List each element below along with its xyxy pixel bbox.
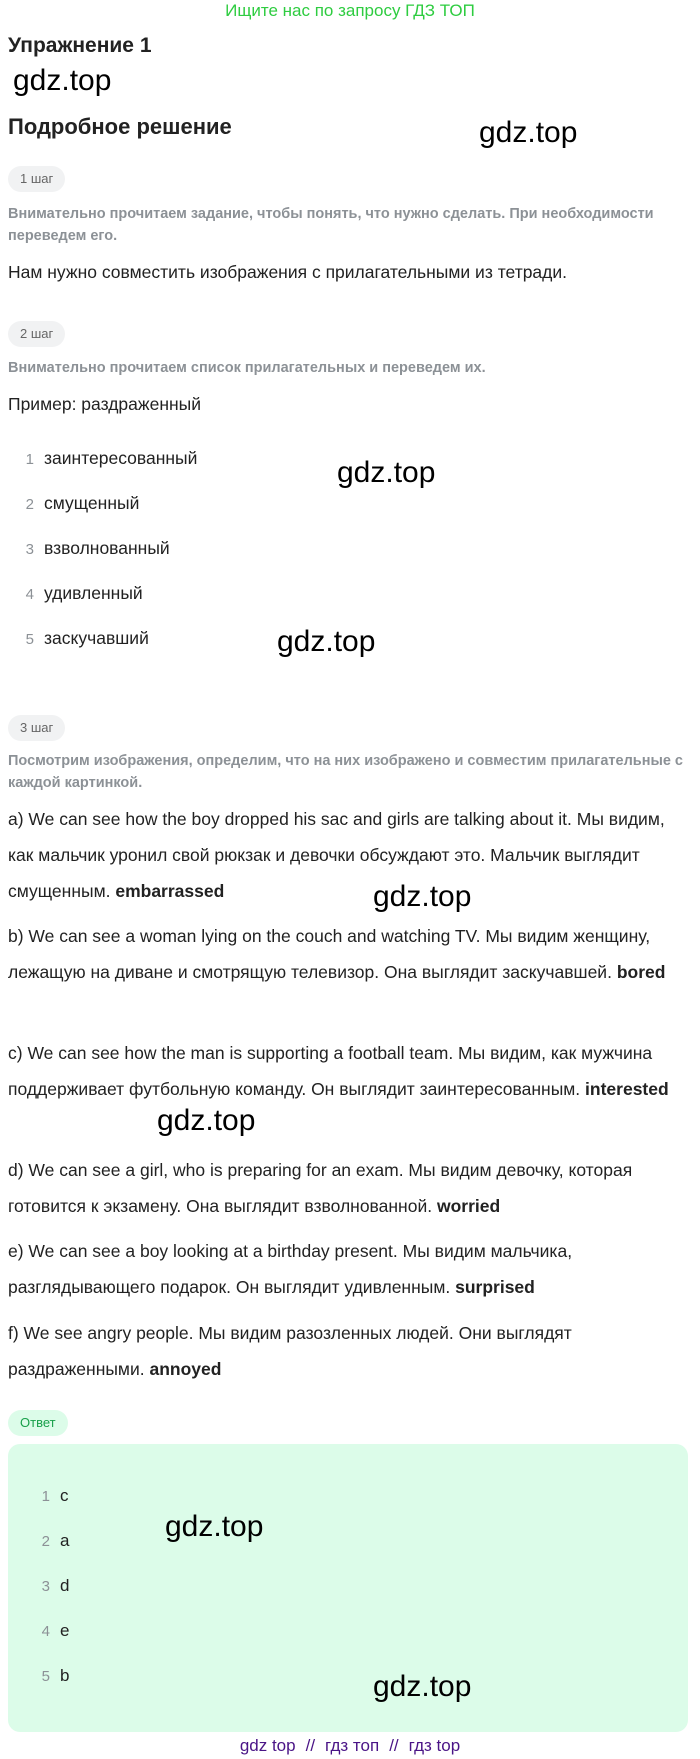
footer-separator: // xyxy=(305,1736,316,1755)
list-number: 5 xyxy=(41,1668,50,1685)
answer-word: worried xyxy=(436,1196,501,1216)
list-item-text: d xyxy=(60,1576,70,1595)
list-item xyxy=(22,1478,69,1523)
list-item xyxy=(22,1568,69,1613)
watermark: gdz.top xyxy=(165,1510,264,1543)
answer-paragraph-f xyxy=(8,1315,692,1387)
step-chip-3: 3 шаг xyxy=(8,715,65,741)
list-item-text: удивленный xyxy=(44,583,143,603)
watermark: gdz.top xyxy=(373,1670,472,1703)
list-item xyxy=(8,440,197,485)
answer-word: embarrassed xyxy=(115,881,225,901)
list-item xyxy=(22,1658,69,1703)
list-item-text: c xyxy=(60,1486,69,1505)
step-chip-1: 1 шаг xyxy=(8,166,65,192)
list-item-text: взволнованный xyxy=(44,538,170,558)
paragraph-text: b) We can see a woman lying on the couch and watching TV. Мы видим женщину, лежащую на диване и смотрящую телевизор. Она выглядит заскучавшей. xyxy=(8,926,651,982)
step-chip-2: 2 шаг xyxy=(8,321,65,347)
step-text-2: Пример: раздраженный xyxy=(8,394,202,414)
watermark: gdz.top xyxy=(337,456,436,489)
list-item xyxy=(22,1613,69,1658)
step-hint-3: Посмотрим изображения, определим, что на них изображено и совместим прилагательные с каждой картинкой. xyxy=(8,753,684,791)
paragraph-text: d) We can see a girl, who is preparing for an exam. Мы видим девочку, которая готовится к экзамену. Она выглядит взволнованной. xyxy=(8,1160,633,1216)
step-hint-1: Внимательно прочитаем задание, чтобы понять, что нужно сделать. При необходимости переведем его. xyxy=(8,206,654,244)
search-banner[interactable]: Ищите нас по запросу ГДЗ ТОП xyxy=(225,1,475,20)
list-item-text: e xyxy=(60,1621,70,1640)
watermark: gdz.top xyxy=(157,1104,256,1137)
paragraph-text: e) We can see a boy looking at a birthday present. Мы видим мальчика, разглядывающего подарок. Он выглядит удивленным. xyxy=(8,1241,573,1297)
answer-word: annoyed xyxy=(149,1359,222,1379)
list-item-text: заинтересованный xyxy=(44,448,198,468)
list-item xyxy=(8,620,197,665)
footer-link[interactable]: гдз топ xyxy=(325,1736,380,1755)
list-item xyxy=(8,530,197,575)
list-item-text: заскучавший xyxy=(44,628,149,648)
answer-word: interested xyxy=(585,1079,669,1099)
footer-link[interactable]: gdz top xyxy=(239,1736,296,1755)
step-text-1: Нам нужно совместить изображения с прилагательными из тетради. xyxy=(8,262,568,282)
list-number: 3 xyxy=(25,541,34,558)
list-number: 5 xyxy=(25,631,34,648)
answer-paragraph-c xyxy=(8,1035,692,1107)
footer-separator: // xyxy=(389,1736,399,1755)
paragraph-text: a) We can see how the boy dropped his sac and girls are talking about it. Мы видим, как мальчик уронил свой рюкзак и девочки обсуждают это. Мальчик выглядит смущенным. xyxy=(8,809,665,901)
answer-paragraph-e xyxy=(8,1233,692,1305)
list-number: 1 xyxy=(41,1488,50,1505)
watermark: gdz.top xyxy=(479,116,578,149)
list-item-text: b xyxy=(60,1666,70,1685)
paragraph-text: c) We can see how the man is supporting a football team. Мы видим, как мужчина поддерживает футбольную команду. Он выглядит заинтересованным. xyxy=(8,1043,653,1099)
watermark: gdz.top xyxy=(13,64,112,97)
answer-word: surprised xyxy=(455,1277,535,1297)
answer-box xyxy=(8,1444,688,1732)
answer-word: bored xyxy=(616,962,666,982)
step-hint-2: Внимательно прочитаем список прилагательных и переведем их. xyxy=(8,360,486,376)
list-item xyxy=(8,575,197,620)
list-number: 2 xyxy=(41,1533,50,1550)
list-item xyxy=(8,485,197,530)
paragraph-text: f) We see angry people. Мы видим разозленных людей. Они выглядят раздраженными. xyxy=(8,1323,572,1379)
list-number: 4 xyxy=(25,586,34,603)
list-item xyxy=(22,1523,69,1568)
list-number: 3 xyxy=(41,1578,50,1595)
list-item-text: a xyxy=(60,1531,70,1550)
list-number: 2 xyxy=(25,496,34,513)
watermark: gdz.top xyxy=(373,880,472,913)
footer-links xyxy=(0,1733,700,1759)
answer-paragraph-a xyxy=(8,801,692,909)
section-heading: Подробное решение xyxy=(8,114,232,139)
answer-list xyxy=(22,1478,69,1703)
answer-paragraph-d xyxy=(8,1152,692,1224)
adjective-list xyxy=(8,440,197,665)
list-item-text: смущенный xyxy=(44,493,140,513)
page-title: Упражнение 1 xyxy=(8,34,152,57)
footer-link[interactable]: гдз top xyxy=(408,1736,461,1755)
list-number: 4 xyxy=(41,1623,50,1640)
answer-chip: Ответ xyxy=(8,1410,68,1436)
watermark: gdz.top xyxy=(277,625,376,658)
answer-paragraph-b xyxy=(8,918,692,990)
list-number: 1 xyxy=(25,451,34,468)
